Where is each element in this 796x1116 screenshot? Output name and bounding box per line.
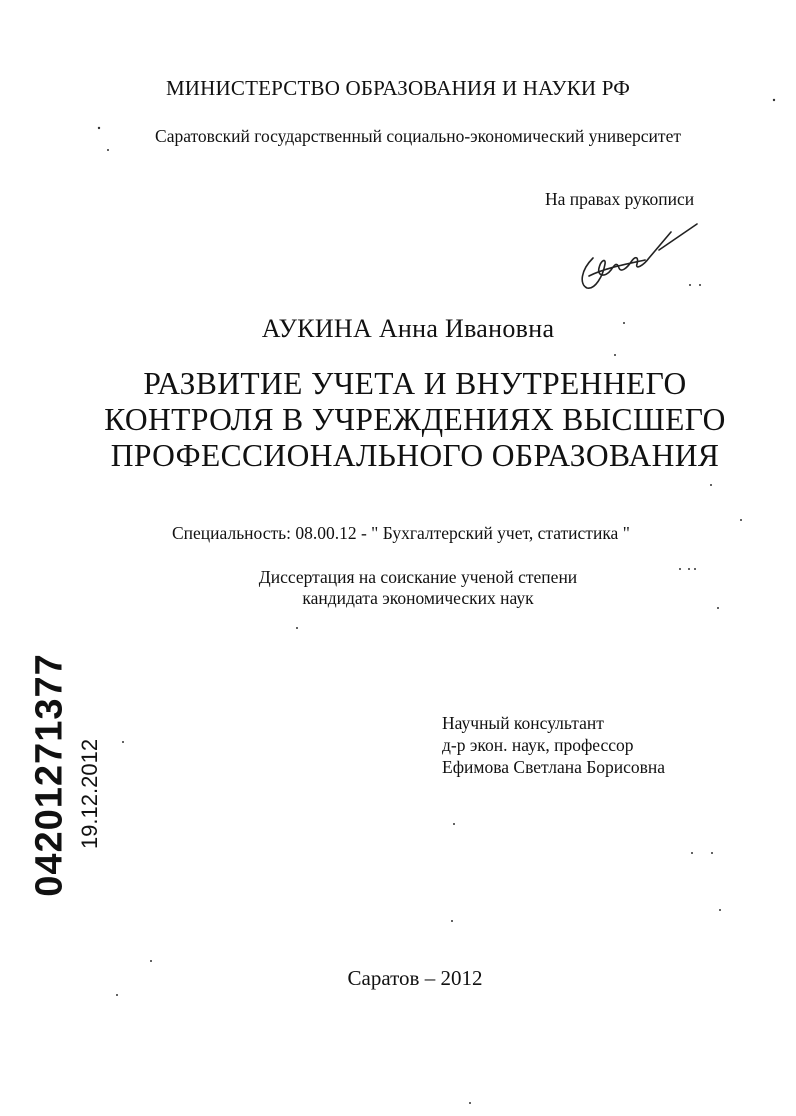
consultant-name: Ефимова Светлана Борисовна — [442, 757, 666, 777]
author-signature — [575, 218, 700, 298]
city-year: Саратов – 2012 — [347, 966, 483, 990]
ministry-heading: МИНИСТЕРСТВО ОБРАЗОВАНИЯ И НАУКИ РФ — [165, 76, 631, 100]
consultant-role: Научный консультант — [442, 713, 604, 733]
stamp-code-text: 04201271377 — [28, 653, 71, 897]
stamp-date-text: 19.12.2012 — [77, 738, 102, 850]
consultant-degree: д-р экон. наук, профессор — [442, 735, 634, 755]
university-name: Саратовский государственный социально-экономический университет — [155, 126, 681, 146]
title-line: ПРОФЕССИОНАЛЬНОГО ОБРАЗОВАНИЯ — [110, 438, 720, 473]
title-line: РАЗВИТИЕ УЧЕТА И ВНУТРЕННЕГО — [143, 366, 687, 401]
manuscript-note: На правах рукописи — [545, 189, 695, 209]
scientific-consultant — [442, 712, 665, 778]
degree-line: кандидата экономических наук — [302, 588, 534, 608]
specialty-line: Специальность: 08.00.12 - " Бухгалтерский учет, статистика " — [172, 523, 630, 543]
degree-statement — [0, 567, 796, 609]
degree-line: Диссертация на соискание ученой степени — [258, 567, 578, 587]
dissertation-title — [0, 366, 796, 474]
library-stamp-date — [76, 732, 104, 856]
author-name: АУКИНА Анна Ивановна — [261, 314, 555, 343]
title-line: КОНТРОЛЯ В УЧРЕЖДЕНИЯХ ВЫСШЕГО — [104, 402, 726, 437]
library-stamp-code — [28, 653, 72, 897]
